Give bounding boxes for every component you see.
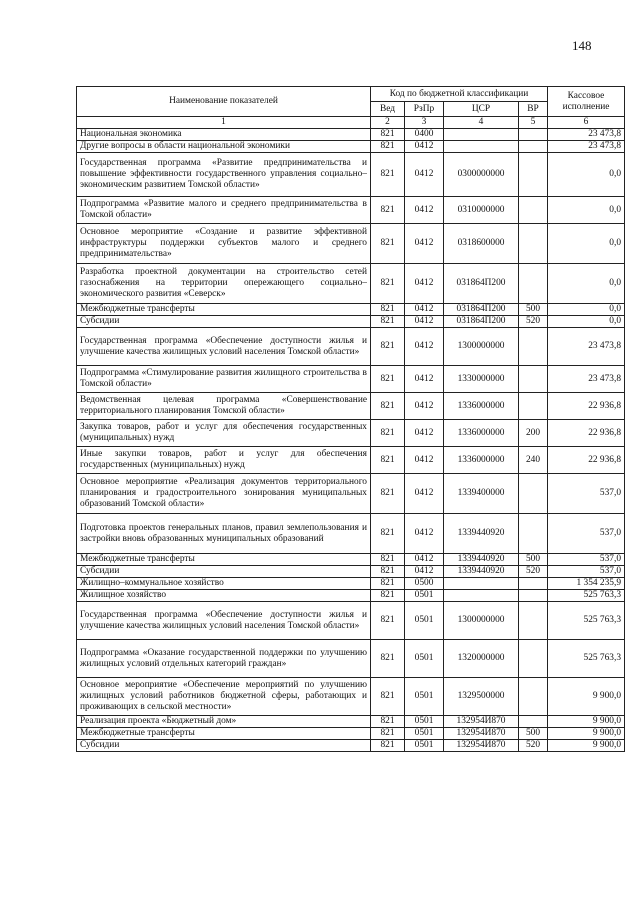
row-csr: 031864П200 — [444, 304, 519, 316]
row-amount: 1 354 235,9 — [548, 578, 625, 590]
row-rzpr: 0412 — [405, 197, 444, 224]
row-amount: 0,0 — [548, 153, 625, 197]
row-name: Подпрограмма «Стимулирование развития жилищного строительства в Томской области» — [77, 366, 371, 393]
row-ved: 821 — [371, 366, 405, 393]
header-code-group: Код по бюджетной классификации — [371, 87, 548, 102]
row-name: Иные закупки товаров, работ и услуг для обеспечения государственных (муниципальных) нужд — [77, 447, 371, 474]
row-rzpr: 0412 — [405, 304, 444, 316]
table-row — [77, 578, 625, 590]
row-rzpr: 0412 — [405, 566, 444, 578]
row-vr — [519, 602, 548, 640]
row-name: Основное мероприятие «Обеспечение мероприятий по улучшению жилищных условий работников бюджетной сферы, работающих и проживающих в сельской местности» — [77, 678, 371, 716]
row-csr — [444, 141, 519, 153]
row-name: Жилищно–коммунальное хозяйство — [77, 578, 371, 590]
header-name: Наименование показателей — [77, 87, 371, 117]
row-name: Подготовка проектов генеральных планов, правил землепользования и застройки вновь образованных муниципальных образований — [77, 514, 371, 554]
row-vr: 520 — [519, 566, 548, 578]
row-name: Подпрограмма «Развитие малого и среднего предпринимательства в Томской области» — [77, 197, 371, 224]
row-rzpr: 0412 — [405, 447, 444, 474]
row-amount: 0,0 — [548, 316, 625, 328]
col-number-4: 4 — [444, 117, 519, 129]
row-ved: 821 — [371, 447, 405, 474]
row-name: Государственная программа «Обеспечение доступности жилья и улучшение качества жилищных условий населения Томской области» — [77, 602, 371, 640]
row-name: Государственная программа «Обеспечение доступности жилья и улучшение качества жилищных условий населения Томской области» — [77, 328, 371, 366]
budget-table — [76, 86, 625, 752]
row-ved: 821 — [371, 728, 405, 740]
row-ved: 821 — [371, 474, 405, 514]
row-vr — [519, 224, 548, 264]
col-number-1: 1 — [77, 117, 371, 129]
row-csr — [444, 578, 519, 590]
row-amount: 525 763,3 — [548, 640, 625, 678]
header-ved: Вед — [371, 102, 405, 117]
table-row — [77, 224, 625, 264]
row-amount: 9 900,0 — [548, 678, 625, 716]
row-rzpr: 0400 — [405, 129, 444, 141]
table-row — [77, 304, 625, 316]
table-row — [77, 129, 625, 141]
table-row — [77, 566, 625, 578]
table-row — [77, 366, 625, 393]
col-number-5: 5 — [519, 117, 548, 129]
row-rzpr: 0412 — [405, 393, 444, 420]
row-ved: 821 — [371, 678, 405, 716]
row-amount: 537,0 — [548, 514, 625, 554]
row-name: Закупка товаров, работ и услуг для обеспечения государственных (муниципальных) нужд — [77, 420, 371, 447]
row-ved: 821 — [371, 316, 405, 328]
row-ved: 821 — [371, 224, 405, 264]
row-csr: 1336000000 — [444, 447, 519, 474]
row-name: Межбюджетные трансферты — [77, 554, 371, 566]
row-amount: 9 900,0 — [548, 728, 625, 740]
table-row — [77, 264, 625, 304]
row-amount: 9 900,0 — [548, 716, 625, 728]
table-body — [77, 129, 625, 752]
row-ved: 821 — [371, 141, 405, 153]
row-csr: 031864П200 — [444, 316, 519, 328]
row-ved: 821 — [371, 264, 405, 304]
row-ved: 821 — [371, 740, 405, 752]
table-row — [77, 141, 625, 153]
row-vr — [519, 716, 548, 728]
row-rzpr: 0501 — [405, 740, 444, 752]
row-vr: 520 — [519, 316, 548, 328]
row-rzpr: 0412 — [405, 328, 444, 366]
row-csr: 132954И870 — [444, 740, 519, 752]
row-amount: 23 473,8 — [548, 141, 625, 153]
row-rzpr: 0412 — [405, 264, 444, 304]
row-rzpr: 0412 — [405, 316, 444, 328]
row-csr: 1336000000 — [444, 393, 519, 420]
row-name: Основное мероприятие «Реализация документов территориального планирования и градостроительного зонирования муниципальных образований Томской области» — [77, 474, 371, 514]
row-vr: 500 — [519, 554, 548, 566]
table-row — [77, 197, 625, 224]
row-amount: 23 473,8 — [548, 366, 625, 393]
row-amount: 22 936,8 — [548, 420, 625, 447]
row-amount: 0,0 — [548, 264, 625, 304]
row-amount: 22 936,8 — [548, 393, 625, 420]
row-csr: 1339440920 — [444, 514, 519, 554]
row-rzpr: 0501 — [405, 728, 444, 740]
row-ved: 821 — [371, 328, 405, 366]
row-amount: 537,0 — [548, 566, 625, 578]
row-vr — [519, 640, 548, 678]
table-row — [77, 554, 625, 566]
row-name: Национальная экономика — [77, 129, 371, 141]
table-row — [77, 728, 625, 740]
row-rzpr: 0412 — [405, 366, 444, 393]
table-row — [77, 716, 625, 728]
row-vr — [519, 474, 548, 514]
row-csr: 1339440920 — [444, 566, 519, 578]
row-rzpr: 0500 — [405, 578, 444, 590]
row-csr: 0310000000 — [444, 197, 519, 224]
row-name: Реализация проекта «Бюджетный дом» — [77, 716, 371, 728]
row-ved: 821 — [371, 566, 405, 578]
row-vr — [519, 197, 548, 224]
row-vr — [519, 514, 548, 554]
row-ved: 821 — [371, 578, 405, 590]
row-vr: 500 — [519, 304, 548, 316]
row-vr: 240 — [519, 447, 548, 474]
row-amount: 537,0 — [548, 474, 625, 514]
row-name: Ведомственная целевая программа «Совершенствование территориального планирования Томской области» — [77, 393, 371, 420]
row-csr: 1339440920 — [444, 554, 519, 566]
table-row — [77, 474, 625, 514]
row-vr — [519, 264, 548, 304]
header-vr: ВР — [519, 102, 548, 117]
table-row — [77, 590, 625, 602]
col-number-2: 2 — [371, 117, 405, 129]
table-row — [77, 447, 625, 474]
row-rzpr: 0501 — [405, 590, 444, 602]
header-rzpr: РзПр — [405, 102, 444, 117]
row-name: Субсидии — [77, 316, 371, 328]
row-vr — [519, 153, 548, 197]
row-rzpr: 0412 — [405, 554, 444, 566]
table-row — [77, 316, 625, 328]
row-vr — [519, 366, 548, 393]
row-csr: 1330000000 — [444, 366, 519, 393]
row-ved: 821 — [371, 716, 405, 728]
row-rzpr: 0501 — [405, 640, 444, 678]
row-csr: 132954И870 — [444, 716, 519, 728]
table-row — [77, 602, 625, 640]
table-row — [77, 514, 625, 554]
row-rzpr: 0501 — [405, 602, 444, 640]
row-vr — [519, 578, 548, 590]
row-amount: 0,0 — [548, 197, 625, 224]
row-name: Субсидии — [77, 566, 371, 578]
row-csr: 031864П200 — [444, 264, 519, 304]
table-row — [77, 640, 625, 678]
row-ved: 821 — [371, 393, 405, 420]
row-amount: 23 473,8 — [548, 129, 625, 141]
row-amount: 23 473,8 — [548, 328, 625, 366]
row-csr: 132954И870 — [444, 728, 519, 740]
row-rzpr: 0412 — [405, 224, 444, 264]
row-csr: 1336000000 — [444, 420, 519, 447]
row-vr — [519, 678, 548, 716]
table-row — [77, 328, 625, 366]
row-name: Разработка проектной документации на строительство сетей газоснабжения на территории опережающего социально–экономического развития «Северск» — [77, 264, 371, 304]
row-vr: 500 — [519, 728, 548, 740]
row-csr: 1300000000 — [444, 328, 519, 366]
row-name: Основное мероприятие «Создание и развитие эффективной инфраструктуры поддержки субъектов малого и среднего предпринимательства» — [77, 224, 371, 264]
row-name: Субсидии — [77, 740, 371, 752]
row-ved: 821 — [371, 420, 405, 447]
row-csr: 0318600000 — [444, 224, 519, 264]
table-row — [77, 153, 625, 197]
row-ved: 821 — [371, 602, 405, 640]
row-amount: 537,0 — [548, 554, 625, 566]
row-name: Межбюджетные трансферты — [77, 728, 371, 740]
table-row — [77, 393, 625, 420]
row-rzpr: 0412 — [405, 514, 444, 554]
header-csr: ЦСР — [444, 102, 519, 117]
row-vr: 200 — [519, 420, 548, 447]
row-amount: 525 763,3 — [548, 602, 625, 640]
row-name: Подпрограмма «Оказание государственной поддержки по улучшению жилищных условий отдельных категорий граждан» — [77, 640, 371, 678]
row-ved: 821 — [371, 197, 405, 224]
row-ved: 821 — [371, 554, 405, 566]
row-rzpr: 0412 — [405, 141, 444, 153]
row-ved: 821 — [371, 304, 405, 316]
row-vr — [519, 590, 548, 602]
row-amount: 9 900,0 — [548, 740, 625, 752]
table-row — [77, 420, 625, 447]
row-rzpr: 0501 — [405, 678, 444, 716]
row-vr — [519, 328, 548, 366]
table-row — [77, 678, 625, 716]
row-ved: 821 — [371, 153, 405, 197]
row-ved: 821 — [371, 640, 405, 678]
row-amount: 525 763,3 — [548, 590, 625, 602]
row-ved: 821 — [371, 590, 405, 602]
row-rzpr: 0412 — [405, 153, 444, 197]
row-vr — [519, 129, 548, 141]
row-rzpr: 0501 — [405, 716, 444, 728]
row-vr: 520 — [519, 740, 548, 752]
row-name: Другие вопросы в области национальной экономики — [77, 141, 371, 153]
col-number-6: 6 — [548, 117, 625, 129]
row-csr: 1320000000 — [444, 640, 519, 678]
row-rzpr: 0412 — [405, 474, 444, 514]
row-ved: 821 — [371, 514, 405, 554]
row-amount: 0,0 — [548, 304, 625, 316]
row-name: Жилищное хозяйство — [77, 590, 371, 602]
row-csr: 1339400000 — [444, 474, 519, 514]
row-csr: 0300000000 — [444, 153, 519, 197]
row-vr — [519, 393, 548, 420]
row-name: Межбюджетные трансферты — [77, 304, 371, 316]
row-csr: 1300000000 — [444, 602, 519, 640]
row-csr — [444, 129, 519, 141]
page-number: 148 — [572, 38, 592, 53]
row-name: Государственная программа «Развитие предпринимательства и повышение эффективности государственного управления социально–экономическим развитием Томской области» — [77, 153, 371, 197]
row-vr — [519, 141, 548, 153]
row-amount: 22 936,8 — [548, 447, 625, 474]
row-amount: 0,0 — [548, 224, 625, 264]
header-cash: Кассовое исполнение — [548, 87, 625, 117]
row-rzpr: 0412 — [405, 420, 444, 447]
row-csr: 1329500000 — [444, 678, 519, 716]
row-ved: 821 — [371, 129, 405, 141]
col-number-3: 3 — [405, 117, 444, 129]
table-row — [77, 740, 625, 752]
row-csr — [444, 590, 519, 602]
